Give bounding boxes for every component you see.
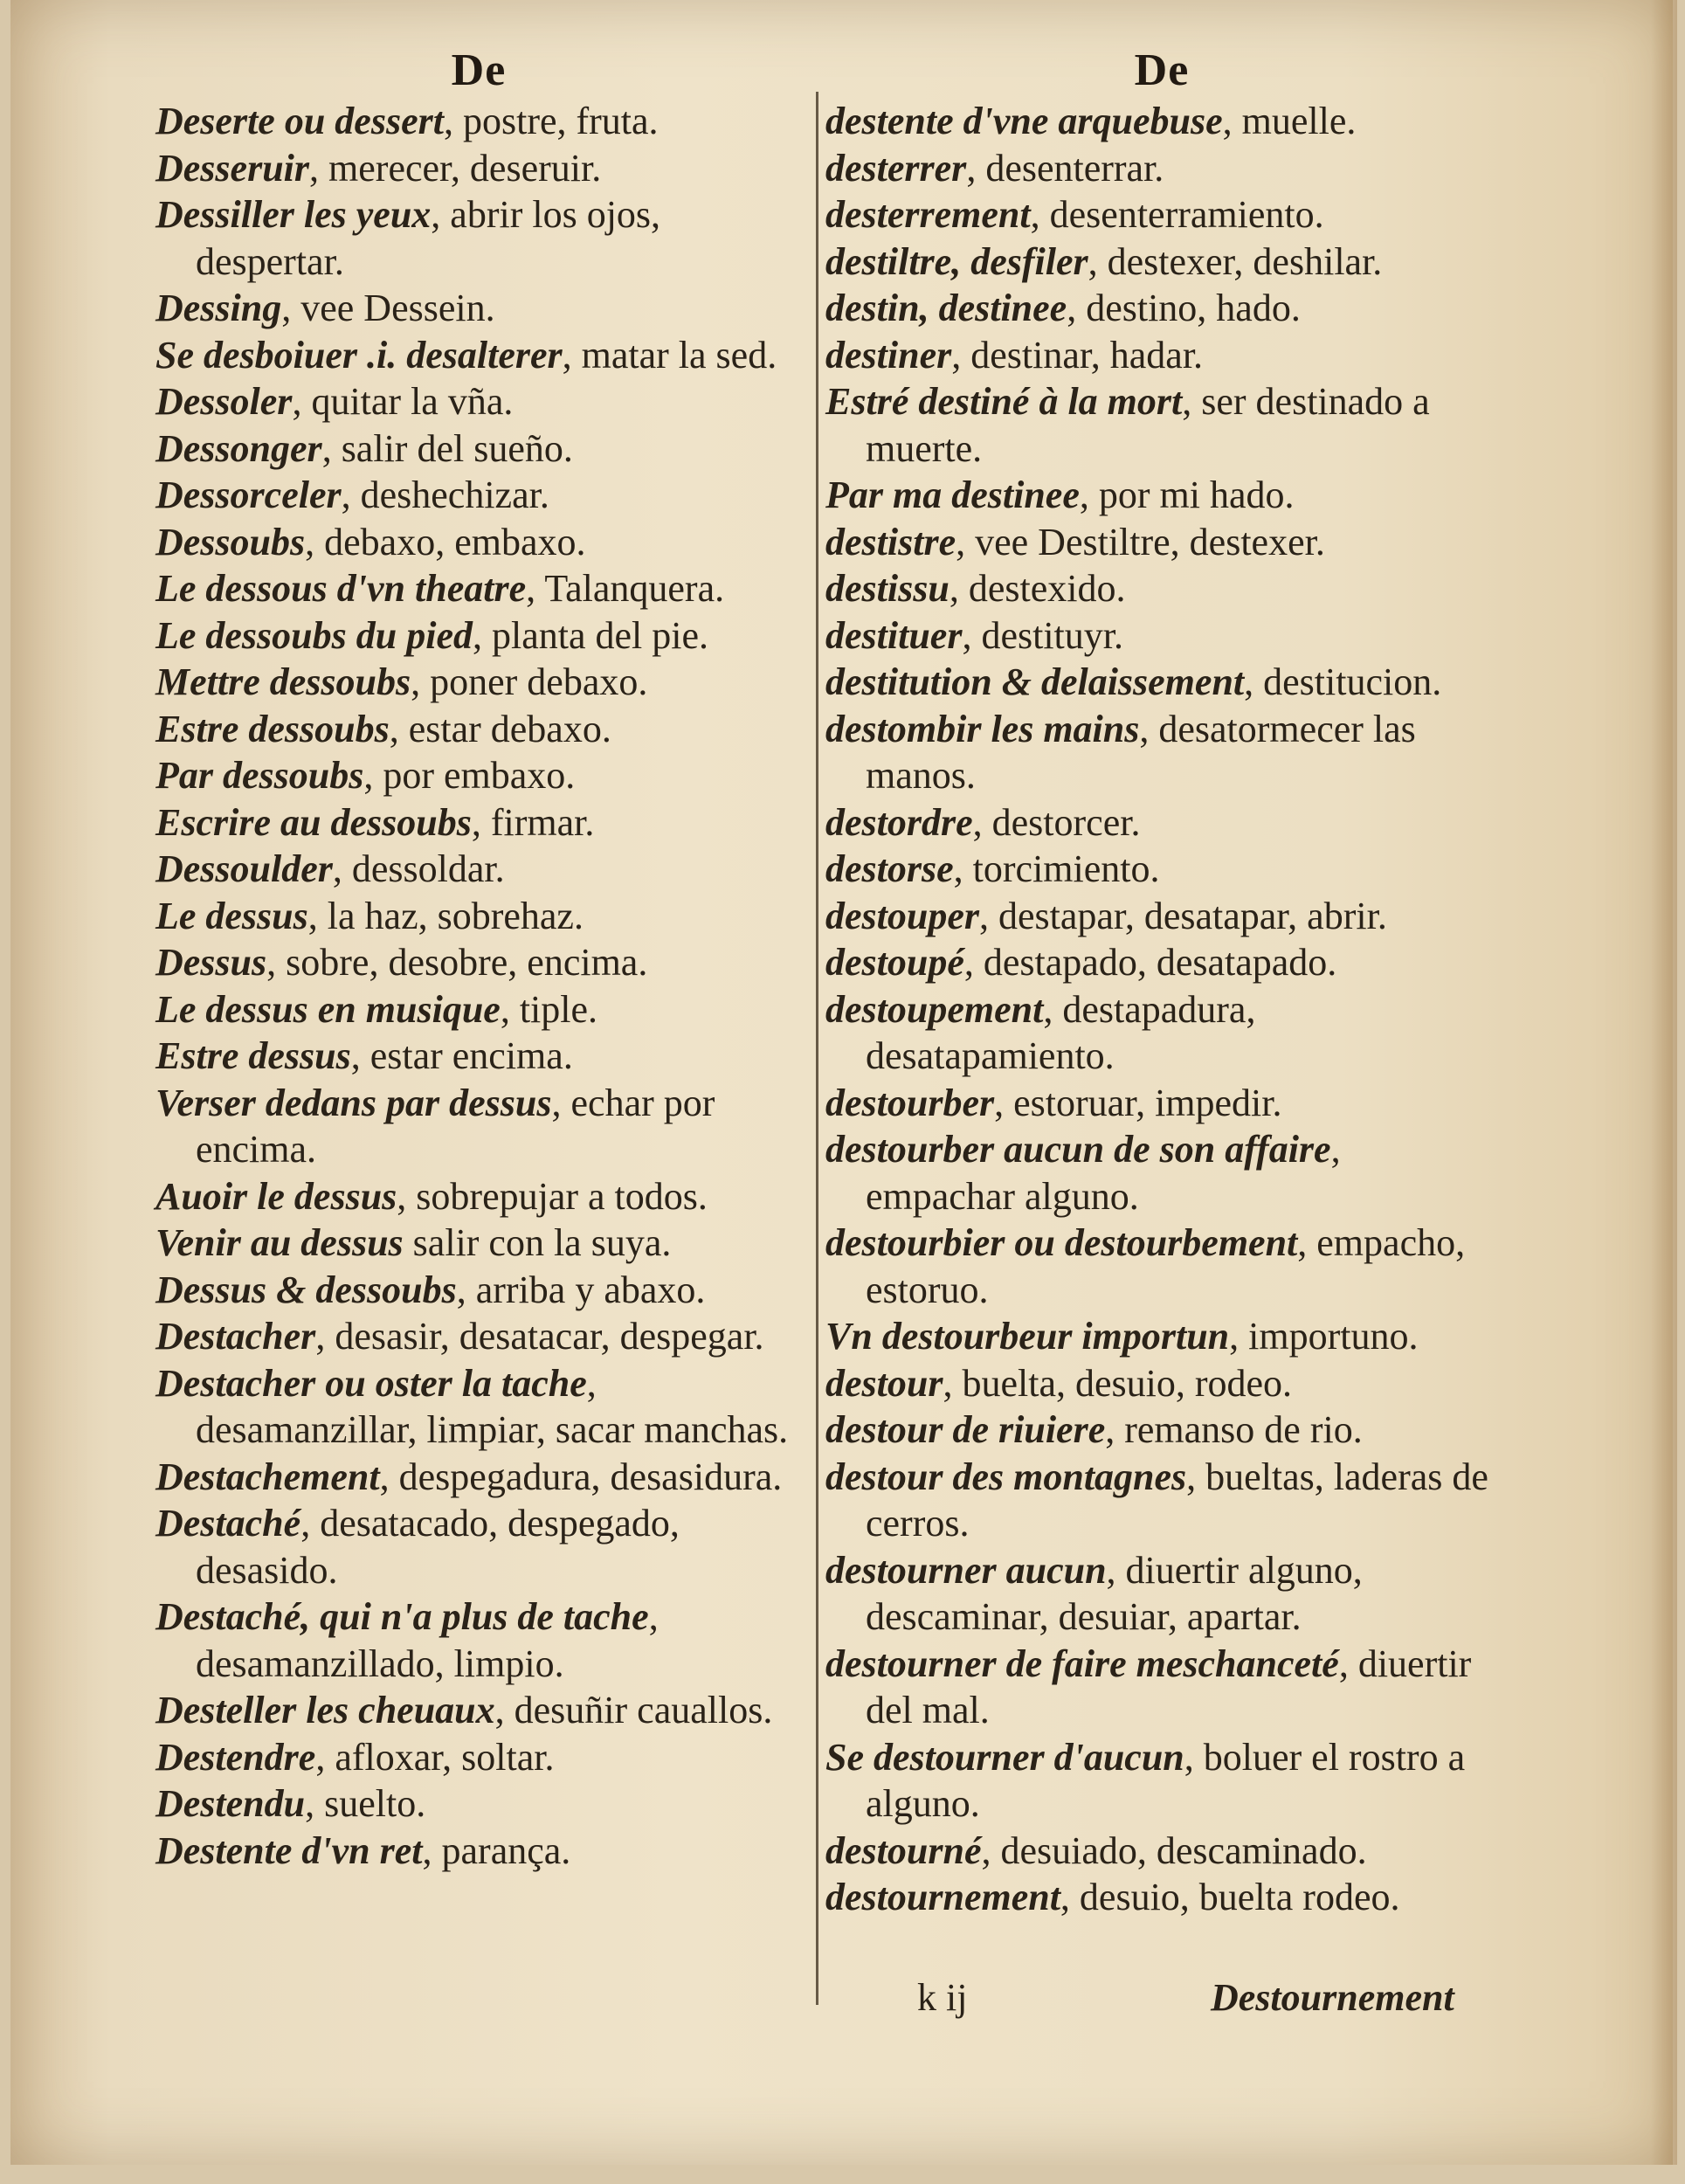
entry-headword: Estre dessoubs: [155, 707, 390, 750]
dictionary-entry: [825, 565, 1498, 612]
dictionary-entry: [155, 1313, 802, 1360]
entry-headword: Destacher: [155, 1315, 316, 1358]
entry-headword: Par ma destinee: [825, 473, 1080, 516]
entry-translation: , merecer, deseruir.: [309, 146, 602, 190]
dictionary-entry: [155, 612, 802, 660]
entry-translation: , postre, fruta.: [443, 100, 659, 142]
dictionary-entry: [155, 1220, 802, 1267]
dictionary-entry: [155, 425, 802, 473]
dictionary-entry: [825, 1454, 1498, 1547]
dictionary-entry: [155, 519, 802, 566]
entry-translation: , desuio, buelta rodeo.: [1060, 1876, 1400, 1918]
entry-translation: , afloxar, soltar.: [315, 1735, 555, 1779]
entry-translation: salir con la suya.: [403, 1221, 672, 1264]
entry-translation: , desuñir cauallos.: [494, 1689, 773, 1731]
entry-headword: Deserte ou dessert: [155, 100, 444, 142]
dictionary-entry: [155, 565, 802, 612]
entry-translation: , Talanquera.: [526, 567, 725, 610]
page-edge-shadow: [1651, 0, 1677, 2165]
dictionary-entry: [825, 893, 1498, 940]
entry-headword: destombir les mains: [825, 707, 1140, 750]
left-entry-list: [155, 98, 802, 1874]
entry-headword: Dessonger: [155, 426, 322, 470]
entry-translation: , empachar alguno.: [866, 1128, 1341, 1218]
entry-headword: Destaché: [155, 1502, 301, 1545]
entry-translation: , destapado, desatapado.: [963, 941, 1337, 984]
entry-headword: Escrire au dessoubs: [155, 800, 472, 844]
entry-translation: , parança.: [422, 1828, 571, 1872]
entry-translation: , sobrepujar a todos.: [397, 1174, 708, 1218]
entry-headword: Dessing: [155, 287, 282, 329]
entry-headword: destituer: [825, 613, 963, 657]
entry-headword: desterrement: [825, 193, 1031, 236]
entry-headword: destoupé: [825, 941, 964, 984]
left-column: [155, 44, 802, 1874]
entry-headword: destin, destinee: [825, 287, 1067, 329]
entry-headword: Desseruir: [155, 146, 310, 190]
entry-translation: , diuertir del mal.: [866, 1641, 1472, 1731]
entry-translation: , desatormecer las manos.: [866, 707, 1416, 797]
dictionary-entry: [155, 1033, 802, 1080]
dictionary-entry: [155, 1687, 802, 1734]
dictionary-entry: [155, 893, 802, 940]
entry-headword: desterrer: [825, 146, 967, 190]
dictionary-entry: [825, 1313, 1498, 1360]
entry-translation: , destapadura, desatapamiento.: [866, 987, 1256, 1077]
entry-translation: , quitar la vña.: [292, 380, 514, 423]
entry-headword: Mettre dessoubs: [155, 660, 411, 703]
entry-headword: Vn destourbeur importun: [825, 1315, 1230, 1358]
dictionary-entry: [155, 1593, 802, 1687]
entry-headword: Estré destiné à la mort: [825, 380, 1183, 423]
entry-headword: destourné: [825, 1828, 982, 1872]
entry-headword: Destente d'vn ret: [155, 1828, 423, 1872]
dictionary-entry: [825, 378, 1498, 472]
entry-translation: , estar encima.: [350, 1034, 573, 1077]
dictionary-entry: [825, 939, 1498, 986]
entry-headword: Se destourner d'aucun: [825, 1735, 1184, 1779]
entry-translation: , ser destinado a muerte.: [866, 380, 1430, 470]
entry-translation: , estar debaxo.: [389, 707, 611, 750]
entry-headword: Destachement: [155, 1455, 380, 1498]
entry-translation: , desenterramiento.: [1030, 193, 1324, 236]
entry-translation: , desamanzillado, limpio.: [196, 1595, 659, 1685]
entry-translation: , destexido.: [949, 567, 1126, 610]
entry-headword: Dessoubs: [155, 520, 306, 563]
dictionary-entry: [825, 1547, 1498, 1641]
entry-headword: destitution & delaissement: [825, 660, 1245, 703]
dictionary-entry: [155, 1173, 802, 1220]
entry-translation: , destitucion.: [1244, 660, 1442, 703]
entry-translation: , bueltas, laderas de cerros.: [866, 1455, 1488, 1545]
dictionary-entry: [155, 846, 802, 893]
entry-headword: Le dessoubs du pied: [155, 613, 473, 657]
dictionary-entry: [155, 752, 802, 799]
entry-headword: Venir au dessus: [155, 1221, 404, 1264]
running-head-left: De: [451, 45, 507, 95]
entry-headword: destourbier ou destourbement: [825, 1221, 1298, 1264]
entry-headword: Destendre: [155, 1735, 316, 1779]
entry-translation: , por mi hado.: [1079, 473, 1295, 516]
entry-headword: Le dessus: [155, 894, 308, 937]
entry-headword: Le dessous d'vn theatre: [155, 567, 527, 610]
entry-headword: destourber: [825, 1081, 995, 1124]
dictionary-entry: [155, 1267, 802, 1314]
entry-headword: Dessoler: [155, 380, 293, 423]
entry-translation: , despegadura, desasidura.: [379, 1455, 783, 1498]
dictionary-entry: [825, 799, 1498, 847]
entry-translation: , poner debaxo.: [411, 660, 648, 703]
entry-headword: Estre dessus: [155, 1034, 351, 1077]
dictionary-entry: [155, 1734, 802, 1781]
dictionary-entry: [155, 1828, 802, 1875]
running-head-right: De: [1134, 45, 1190, 95]
dictionary-entry: [155, 1454, 802, 1501]
entry-translation: , destapar, desatapar, abrir.: [979, 894, 1387, 937]
entry-translation: , destinar, hadar.: [951, 333, 1204, 377]
entry-headword: destordre: [825, 800, 973, 844]
dictionary-entry: [825, 1828, 1498, 1875]
dictionary-entry: [155, 939, 802, 986]
entry-headword: destour de riuiere: [825, 1408, 1106, 1451]
dictionary-entry: [155, 191, 802, 285]
entry-headword: destiltre, desfiler: [825, 239, 1088, 283]
dictionary-entry: [155, 799, 802, 847]
entry-translation: , desenterrar.: [966, 146, 1164, 190]
dictionary-entry: [825, 238, 1498, 286]
dictionary-entry: [155, 472, 802, 519]
dictionary-entry: [825, 1360, 1498, 1407]
dictionary-entry: [825, 846, 1498, 893]
entry-translation: , por embaxo.: [363, 754, 576, 797]
entry-translation: , destituyr.: [962, 613, 1124, 657]
entry-headword: destour: [825, 1361, 943, 1405]
entry-headword: Dessorceler: [155, 473, 342, 516]
entry-translation: , suelto.: [305, 1782, 426, 1825]
dictionary-entry: [825, 1734, 1498, 1828]
entry-translation: , destexer, deshilar.: [1088, 239, 1383, 283]
entry-headword: destissu: [825, 567, 950, 610]
signature-mark: k ij: [917, 1976, 968, 2019]
dictionary-entry: [825, 612, 1498, 660]
dictionary-entry: [825, 191, 1498, 238]
dictionary-entry: [155, 378, 802, 425]
entry-headword: Desteller les cheuaux: [155, 1689, 495, 1731]
entry-translation: , firmar.: [471, 800, 595, 844]
entry-headword: destourber aucun de son affaire: [825, 1128, 1331, 1171]
entry-headword: destiner: [825, 333, 952, 377]
dictionary-entry: [825, 1874, 1498, 1921]
entry-headword: destourner aucun: [825, 1548, 1107, 1592]
entry-headword: destente d'vne arquebuse: [825, 100, 1223, 142]
entry-translation: , remanso de rio.: [1105, 1408, 1363, 1451]
entry-translation: , desamanzillar, limpiar, sacar manchas.: [196, 1361, 789, 1451]
dictionary-entry: [155, 1360, 802, 1454]
dictionary-entry: [825, 332, 1498, 379]
entry-translation: , arriba y abaxo.: [456, 1268, 706, 1311]
dictionary-entry: [825, 1406, 1498, 1454]
column-rule: [816, 92, 818, 2005]
dictionary-entry: [155, 706, 802, 753]
entry-translation: , debaxo, embaxo.: [305, 520, 586, 563]
entry-translation: , abrir los ojos, despertar.: [196, 193, 661, 283]
entry-headword: destour des montagnes: [825, 1455, 1187, 1498]
entry-translation: , destino, hado.: [1067, 287, 1301, 329]
right-entry-list: [825, 98, 1498, 1921]
dictionary-entry: [155, 1080, 802, 1173]
entry-headword: destournement: [825, 1876, 1060, 1918]
dictionary-entry: [825, 1126, 1498, 1220]
dictionary-entry: [825, 1080, 1498, 1127]
entry-translation: , dessoldar.: [332, 847, 505, 890]
dictionary-entry: [155, 1500, 802, 1593]
dictionary-entry: [825, 986, 1498, 1080]
entry-translation: , echar por encima.: [196, 1081, 715, 1171]
entry-headword: Auoir le dessus: [155, 1174, 397, 1218]
entry-headword: Dessiller les yeux: [155, 193, 432, 236]
dictionary-entry: [825, 1220, 1498, 1313]
dictionary-entry: [825, 519, 1498, 566]
entry-headword: Destacher ou oster la tache: [155, 1361, 587, 1405]
dictionary-entry: [825, 145, 1498, 192]
entry-translation: , vee Destiltre, destexer.: [956, 520, 1325, 563]
entry-translation: , muelle.: [1222, 100, 1357, 142]
entry-headword: destouper: [825, 894, 979, 937]
entry-headword: Destaché, qui n'a plus de tache: [155, 1595, 649, 1638]
entry-translation: , matar la sed.: [562, 333, 777, 377]
entry-headword: Dessoulder: [155, 847, 333, 890]
entry-translation: , boluer el rostro a alguno.: [866, 1735, 1466, 1825]
dictionary-entry: [155, 332, 802, 379]
entry-translation: , estoruar, impedir.: [994, 1081, 1282, 1124]
entry-translation: , desatacado, despegado, desasido.: [196, 1502, 680, 1592]
right-column: [825, 44, 1498, 1921]
dictionary-entry: [155, 285, 802, 332]
entry-headword: Se desboiuer .i. desalterer: [155, 333, 563, 377]
catchword: Destournement: [1211, 1976, 1454, 2019]
entry-headword: Destendu: [155, 1782, 306, 1825]
entry-translation: , tiple.: [500, 987, 598, 1031]
entry-translation: , diuertir alguno, descaminar, desuiar, apartar.: [866, 1548, 1363, 1638]
dictionary-entry: [825, 706, 1498, 799]
entry-translation: , la haz, sobrehaz.: [307, 894, 584, 937]
entry-translation: , salir del sueño.: [321, 426, 573, 470]
entry-translation: , buelta, desuio, rodeo.: [943, 1361, 1293, 1405]
entry-translation: , desasir, desatacar, despegar.: [315, 1315, 764, 1358]
entry-translation: , importuno.: [1229, 1315, 1419, 1358]
entry-translation: , destorcer.: [972, 800, 1141, 844]
entry-headword: destistre: [825, 520, 956, 563]
entry-translation: , sobre, desobre, encima.: [266, 941, 648, 984]
entry-headword: destoupement: [825, 987, 1044, 1031]
entry-headword: Dessus & dessoubs: [155, 1268, 457, 1311]
entry-translation: , vee Dessein.: [281, 287, 495, 329]
dictionary-entry: [155, 986, 802, 1033]
dictionary-entry: [825, 285, 1498, 332]
entry-headword: Verser dedans par dessus: [155, 1081, 552, 1124]
entry-headword: destourner de faire meschanceté: [825, 1641, 1339, 1685]
dictionary-entry: [825, 472, 1498, 519]
entry-headword: Le dessus en musique: [155, 987, 501, 1031]
dictionary-entry: [155, 1780, 802, 1828]
entry-translation: , planta del pie.: [473, 613, 709, 657]
entry-translation: , desuiado, descaminado.: [981, 1828, 1367, 1872]
dictionary-entry: [155, 98, 802, 145]
entry-translation: , deshechizar.: [341, 473, 549, 516]
entry-translation: , empacho, estoruo.: [866, 1221, 1466, 1311]
entry-headword: destorse: [825, 847, 954, 890]
dictionary-entry: [825, 1641, 1498, 1734]
dictionary-entry: [155, 659, 802, 706]
dictionary-entry: [825, 98, 1498, 145]
entry-headword: Par dessoubs: [155, 754, 364, 797]
entry-translation: , torcimiento.: [953, 847, 1160, 890]
dictionary-entry: [155, 145, 802, 192]
dictionary-entry: [825, 659, 1498, 706]
entry-headword: Dessus: [155, 941, 267, 984]
